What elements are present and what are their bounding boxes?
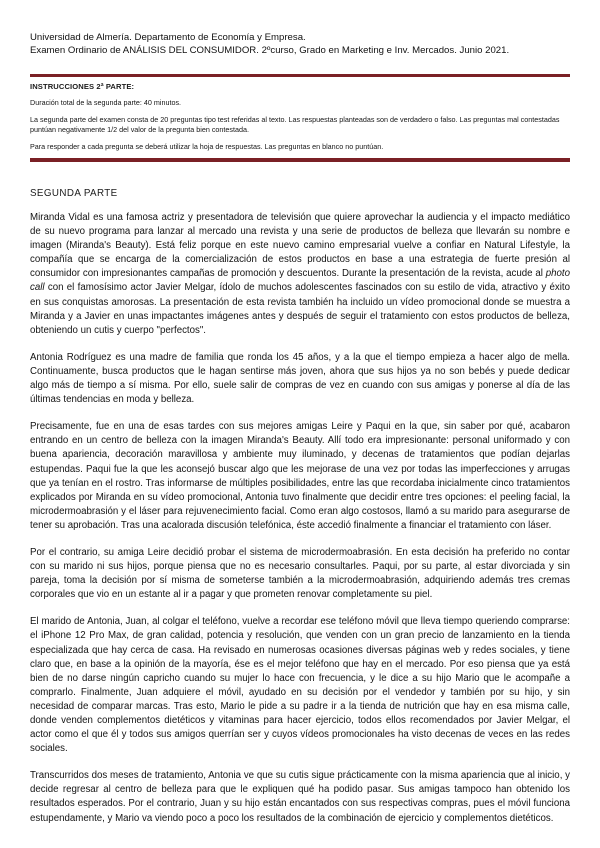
top-divider-rule: [30, 74, 570, 77]
bottom-divider-rule: [30, 158, 570, 162]
instructions-section: [30, 82, 570, 152]
section-heading: SEGUNDA PARTE: [30, 188, 118, 199]
university-line: Universidad de Almería. Departamento de Economía y Empresa.: [30, 32, 306, 43]
paragraph-resultados: Transcurridos dos meses de tratamiento, Antonia ve que su cutis sigue prácticamente con la misma apariencia que al inicio, y decide regresar al centro de belleza para que le expliquen qué ha podido pasar. Sus amigas tampoco han obtenido los resultados esperados. Por el contrario, Juan y su hijo están encantados con sus respectivas compras, pues el móvil funciona estupendamente, y Mario va viendo poco a poco los resultados de la combinación de ejercicio y complementos dietéticos.: [30, 770, 570, 824]
paragraph-miranda-pre: Miranda Vidal es una famosa actriz y presentadora de televisión que quiere aprovechar la audiencia y el impacto mediático de su nuevo programa para lanzar al mercado una revista y una serie de productos de belleza que llevarán su nombre e imagen (Miranda's Beauty). Está feliz porque en este nuevo camino empresarial vuelve a confiar en Natural Lifestyle, la compañía que se encarga de la comercialización de estos productos en base a una estrategia de fuerte presión al consumidor con impresionantes campañas de promoción y descuentos. Durante la presentación de la revista, acude al: [30, 212, 570, 280]
paragraph-miranda-post: con el famosísimo actor Javier Melgar, ídolo de muchos adolescentes fascinados con su estilo de vida, atractivo y éxito en sus conquistas amorosas. La presentación de esta revista también ha incluido un vídeo promocional donde se muestra a Miranda y a Javier en unas impactantes imágenes antes y después de seguir el tratamiento con estos productos de belleza, obteniendo un cutis y cuerpo "perfectos".: [30, 282, 570, 336]
paragraph-leire-paqui: Por el contrario, su amiga Leire decidió probar el sistema de microdermoabrasión. En esta decisión ha preferido no contar con su marido ni sus hijos, porque piensa que no es necesario consultarles. Paqui, por su parte, al estar divorciada y sin pareja, toma la decisión por sí misma de someterse también a la microdermoabrasión, adquiriendo además tres cremas corporales que vio en un estante al ir a pagar y que prometen renovar completamente su piel.: [30, 546, 570, 601]
instructions-rules: La segunda parte del examen consta de 20 preguntas tipo test referidas al texto. Las respuestas planteadas son de verdadero o falso. Las preguntas mal contestadas puntúan negativamente 1/2 del valor de la pregunta bien contestada.: [30, 115, 560, 134]
paragraph-miranda: [30, 211, 570, 338]
instructions-title: INSTRUCCIONES 2ª PARTE:: [30, 82, 135, 91]
paragraph-antonia: Antonia Rodríguez es una madre de familia que ronda los 45 años, y a la que el tiempo empieza a hacer algo de mella. Continuamente, busca productos que le hagan sentirse más joven, ahora que sus hijos ya no son bebés y puede dedicar algo más de tiempo a sí misma. Por ello, suele salir de compras de vez en cuando con sus amigas y ponerse al día de las últimas tendencias en moda y belleza.: [30, 351, 570, 406]
paragraph-centro-belleza: Precisamente, fue en una de esas tardes con sus mejores amigas Leire y Paqui en la que, sin saber por qué, acabaron entrando en un centro de belleza con la imagen Miranda's Beauty. Allí todo era impresionante: personal uniformado y con buena apariencia, decoración maravillosa y ambiente muy iluminado, y decenas de tratamientos que podían dejarlas estupendas. Paqui fue la que les aconsejó buscar algo que les mejorase de una vez por todas las imperfecciones y arrugas que ya tenían en el rostro. Tras informarse de múltiples posibilidades, entre las que recordaba inicialmente cinco tratamientos explicados por Miranda en su vídeo promocional, Antonia tuvo finalmente que decidir entre tres opciones: el peeling facial, la microdermoabrasión y el láser para rejuvenecimiento facial. Como eran algo costosos, llamó a su marido para asegurarse de tener su aprobación. Tras una acalorada discusión telefónica, éste accedió finalmente a financiar el tratamiento con láser.: [30, 421, 570, 531]
exam-case-text: [30, 211, 570, 826]
paragraph-miranda-italic: photo call: [30, 268, 570, 294]
instructions-answer-sheet: Para responder a cada pregunta se deberá utilizar la hoja de respuestas. Las preguntas en blanco no puntúan.: [30, 142, 384, 151]
instructions-duration: Duración total de la segunda parte: 40 minutos.: [30, 98, 182, 107]
exam-title-line: Examen Ordinario de ANÁLISIS DEL CONSUMIDOR. 2ºcurso, Grado en Marketing e Inv. Mercados. Junio 2021.: [30, 45, 510, 56]
document-header: [30, 31, 570, 57]
paragraph-juan-iphone: El marido de Antonia, Juan, al colgar el teléfono, vuelve a recordar ese teléfono móvil que lleva tiempo queriendo comprarse: el iPhone 12 Pro Max, de gran calidad, potencia y resolución, que venden con un gran precio de lanzamiento en la tienda especializada que hay cerca de casa. Ha revisado en numerosas ocasiones diversas páginas web y redes sociales, y tiene claro que, en base a la opinión de la mayoría, ése es el mejor teléfono que hay en el mercado. Por eso piensa que ya está bien de no darse ningún capricho cuando su mujer lo hace con frecuencia, y le dice a su hijo Mario que le acompañe a comprarlo. Finalmente, Juan adquiere el móvil, ayudado en su decisión por el vendedor y también por su hijo, y sin necesidad de comparar marcas. Tras esto, Mario le pide a su padre ir a la tienda de nutrición que hay en esa misma calle, donde venden complementos dietéticos y vitaminas para hacer ejercicio, todos ellos recomendados por Javier Melgar, el actor como el que él y todos sus amigos querrían ser y cuyos vídeos promocionales ha visto decenas de veces en las redes sociales.: [30, 616, 570, 755]
